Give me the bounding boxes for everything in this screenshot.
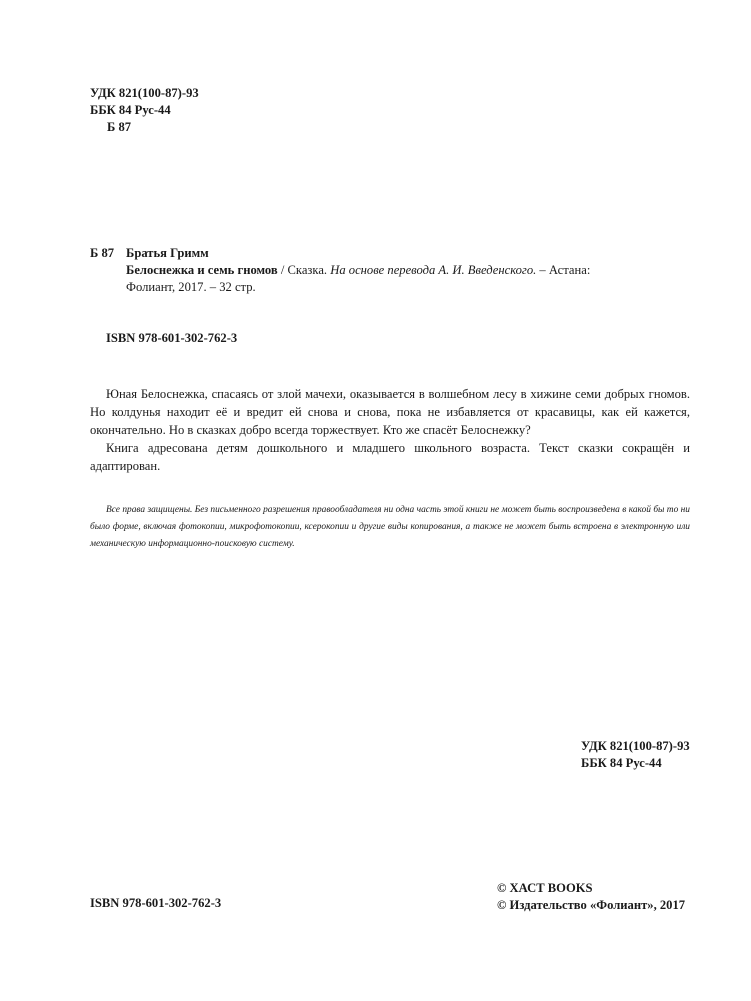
copyright-line-1: © ХАСТ BOOKS (497, 881, 593, 895)
entry-title: Белоснежка и семь гномов (126, 263, 278, 277)
entry-publisher-city: – Астана: (536, 263, 591, 277)
isbn-bottom: ISBN 978-601-302-762-3 (90, 896, 222, 910)
annotation-paragraph-2: Книга адресована детям дошкольного и младшего школьного возраста. Текст сказки сокращён и адаптирован. (90, 441, 690, 473)
entry-author-sign: Б 87 (90, 246, 115, 260)
udk-code-bottom: УДК 821(100-87)-93 (581, 739, 690, 753)
author-sign: Б 87 (107, 120, 132, 134)
copyright-line-2: © Издательство «Фолиант», 2017 (497, 898, 686, 912)
annotation (90, 385, 690, 475)
classification-codes-top (90, 85, 199, 136)
entry-genre: / Сказка. (277, 263, 331, 277)
isbn-top: ISBN 978-601-302-762-3 (106, 331, 238, 345)
bbk-code-bottom: ББК 84 Рус-44 (581, 756, 662, 770)
rights-notice-text: Все права защищены. Без письменного разрешения правообладателя ни одна часть этой книги не может быть воспроизведена в какой бы то ни было форме, включая фотокопии, микрофотокопии, ксерокопии и другие виды копирования, а также не может быть встроена в электронную или механическую информационно-поисковую систему. (90, 505, 690, 549)
rights-notice (90, 502, 690, 553)
annotation-paragraph-1: Юная Белоснежка, спасаясь от злой мачехи, оказывается в волшебном лесу в хижине семи добрых гномов. Но колдунья находит её и вредит ей снова и снова, пока не избавляется от красавицы, как ей кажется, окончательно. Но в сказках добро всегда торжествует. Кто же спасёт Белоснежку? (90, 387, 690, 437)
bibliographic-entry (90, 245, 650, 296)
copyright-block (497, 880, 685, 914)
entry-publisher-line: Фолиант, 2017. – 32 стр. (126, 280, 256, 294)
bbk-code: ББК 84 Рус-44 (90, 103, 171, 117)
udk-code: УДК 821(100-87)-93 (90, 86, 199, 100)
entry-source-note: На основе перевода А. И. Введенского. (330, 263, 537, 277)
entry-author: Братья Гримм (126, 246, 209, 260)
classification-codes-bottom (581, 738, 690, 772)
